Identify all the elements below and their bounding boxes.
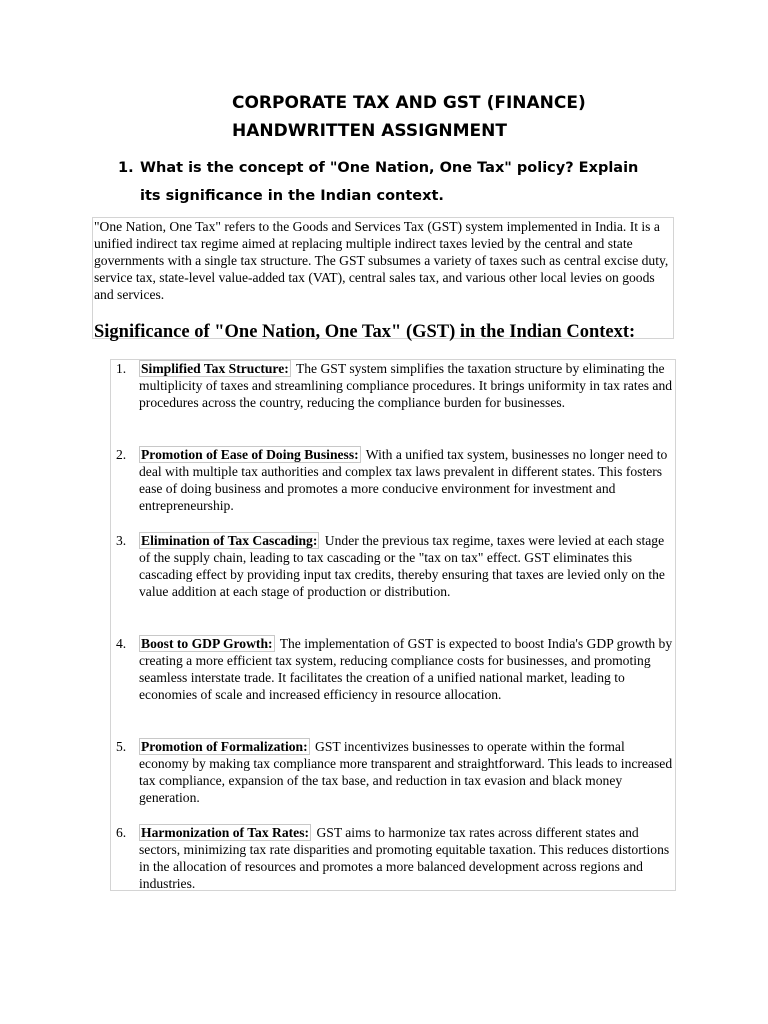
list-item-number: 3. bbox=[116, 533, 127, 548]
question-number: 1. bbox=[118, 160, 134, 176]
list-item-number: 5. bbox=[116, 739, 127, 754]
title-line-2: HANDWRITTEN ASSIGNMENT bbox=[232, 121, 507, 141]
list-item bbox=[111, 635, 675, 703]
list-item-text: GST aims to harmonize tax rates across different states and sectors, minimizing tax rate disparities and promoting equitable taxation. This reduces distortions in the allocation of resources and promotes a more balanced development across regions and industries. bbox=[139, 825, 670, 891]
document-title bbox=[232, 89, 672, 145]
title-line-1: CORPORATE TAX AND GST (FINANCE) bbox=[232, 93, 586, 113]
list-item-text: The GST system simplifies the taxation structure by eliminating the multiplicity of taxes and streamlining compliance procedures. It brings uniformity in tax rates and procedures across the country, reducing the compliance burden for businesses. bbox=[139, 361, 673, 410]
list-item-heading: Simplified Tax Structure: bbox=[141, 361, 289, 376]
list-item-heading: Promotion of Formalization: bbox=[141, 739, 308, 754]
list-item bbox=[111, 824, 675, 892]
list-item bbox=[111, 446, 675, 514]
list-item-heading: Elimination of Tax Cascading: bbox=[141, 533, 318, 548]
list-item-text: GST incentivizes businesses to operate within the formal economy by making tax compliance more transparent and straightforward. This leads to increased tax compliance, expansion of the tax base, and reduction in tax evasion and black money generation. bbox=[139, 739, 673, 805]
list-item-heading: Harmonization of Tax Rates: bbox=[141, 825, 310, 840]
list-item-text: With a unified tax system, businesses no longer need to deal with multiple tax authorities and complex tax laws prevalent in different states. This fosters ease of doing business and promotes a more conducive environment for investment and entrepreneurship. bbox=[139, 447, 668, 513]
list-item-text: The implementation of GST is expected to boost India's GDP growth by creating a more efficient tax system, reducing compliance costs for businesses, and promoting seamless interstate trade. It facilitates the creation of a unified national market, leading to economies of scale and increased efficiency in resource allocation. bbox=[139, 636, 673, 702]
list-item-heading: Promotion of Ease of Doing Business: bbox=[141, 447, 359, 462]
list-item-number: 6. bbox=[116, 825, 127, 840]
list-item-heading: Boost to GDP Growth: bbox=[141, 636, 273, 651]
question-text: What is the concept of "One Nation, One Tax" policy? Explain its significance in the Indian context. bbox=[140, 160, 639, 204]
list-item bbox=[111, 738, 675, 806]
list-item-number: 2. bbox=[116, 447, 127, 462]
section-heading: Significance of "One Nation, One Tax" (GST) in the Indian Context: bbox=[94, 322, 636, 342]
intro-paragraph: "One Nation, One Tax" refers to the Goods and Services Tax (GST) system implemented in India. It is a unified indirect tax regime aimed at replacing multiple indirect taxes levied by the central and state governments with a single tax structure. The GST subsumes a variety of taxes such as central excise duty, service tax, state-level value-added tax (VAT), central sales tax, and various other local levies on goods and services. bbox=[94, 219, 669, 302]
list-item-text: Under the previous tax regime, taxes were levied at each stage of the supply chain, leading to tax cascading or the "tax on tax" effect. GST eliminates this cascading effect by providing input tax credits, thereby ensuring that taxes are levied only on the value addition at each stage of production or distribution. bbox=[139, 533, 665, 599]
intro-section bbox=[92, 217, 674, 342]
list-item bbox=[111, 532, 675, 600]
list-item-number: 1. bbox=[116, 361, 127, 376]
list-item bbox=[111, 360, 675, 411]
question bbox=[118, 154, 658, 210]
list-item-number: 4. bbox=[116, 636, 127, 651]
significance-list bbox=[110, 359, 676, 891]
